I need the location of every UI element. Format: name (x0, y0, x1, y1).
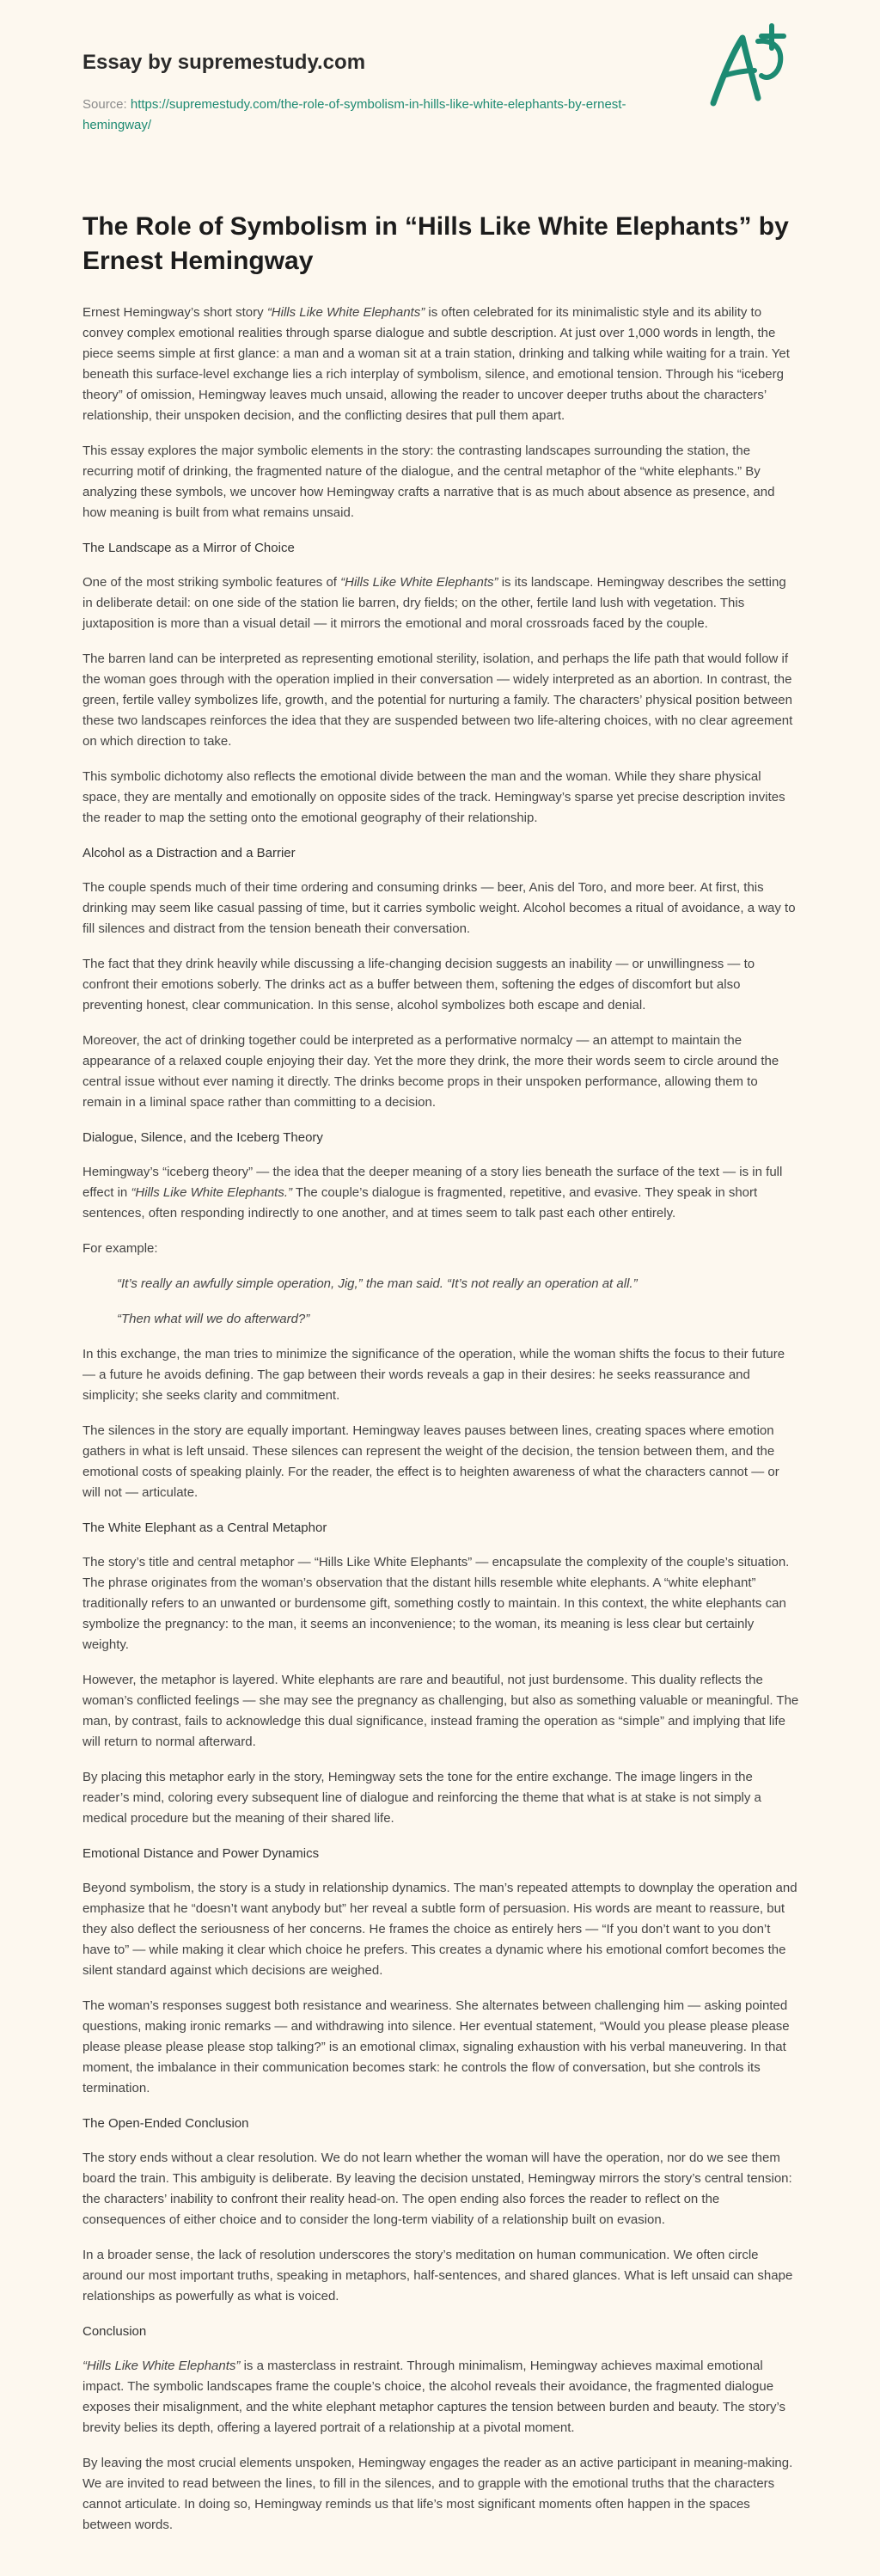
essay-article (82, 210, 799, 2550)
paragraph-alcohol-1: The couple spends much of their time ordering and consuming drinks — beer, Anis del Toro, and more beer. At first, this drinking may seem like casual passing of time, but it carries symbolic weight. Alcohol becomes a ritual of avoidance, a way to fill silences and distract from the tension beneath their conversation. (82, 880, 796, 936)
story-title-italic: “Hills Like White Elephants” (340, 575, 498, 590)
section-heading-landscape: The Landscape as a Mirror of Choice (82, 541, 295, 555)
paragraph-alcohol-2: The fact that they drink heavily while discussing a life-changing decision suggests an inability — or unwillingness — to confront their emotions soberly. The drinks act as a buffer between them, softening the edges of discomfort but also preventing honest, clear communication. In this sense, alcohol symbolizes both escape and denial. (82, 957, 755, 1013)
paragraph-intro-text-b: is often celebrated for its minimalistic style and its ability to convey complex emotional realities through sparse dialogue and subtle description. At just over 1,000 words in length, the piece seems simple at first glance: a man and a woman sit at a train station, drinking and talking while waiting for a train. Yet beneath this surface-level exchange lies a rich interplay of symbolism, silence, and emotional tension. Through his “iceberg theory” of omission, Hemingway leaves much unsaid, allowing the reader to uncover deeper truths about the characters’ relationship, their unspoken decision, and the conflicting desires that pull them apart. (82, 305, 790, 423)
a-plus-logo-icon-svg (701, 19, 798, 113)
paragraph-open-1: The story ends without a clear resolution. We do not learn whether the woman will have the operation, nor do we see them board the train. This ambiguity is deliberate. By leaving the decision unstated, Hemingway mirrors the story’s central tension: the characters’ inability to confront their reality head-on. The open ending also forces the reader to reflect on the consequences of either choice and to consider the long-term viability of a relationship built on evasion. (82, 2151, 792, 2227)
paragraph-open-2: In a broader sense, the lack of resolution underscores the story’s meditation on human communication. We often circle around our most important truths, speaking in metaphors, half-sentences, and shared glances. What is left unsaid can shape relationships as powerfully as what is voiced. (82, 2248, 793, 2304)
section-heading-conclusion: Conclusion (82, 2324, 147, 2339)
paragraph-conclusion-1-text-b: is a masterclass in restraint. Through minimalism, Hemingway achieves maximal emotional impact. The symbolic landscapes frame the couple’s choice, the alcohol reveals their avoidance, the fragmented dialogue exposes their misalignment, and the white elephant metaphor captures the tension between burden and beauty. The story’s brevity belies its depth, offering a layered portrait of a relationship at a pivotal moment. (82, 2359, 786, 2435)
site-header (82, 50, 804, 144)
story-title-italic: “Hills Like White Elephants.” (131, 1185, 293, 1200)
paragraph-elephant-3: By placing this metaphor early in the story, Hemingway sets the tone for the entire exchange. The image lingers in the reader’s mind, coloring every subsequent line of dialogue and reinforcing the theme that what is at stake is not simply a medical procedure but the meaning of their shared life. (82, 1770, 761, 1826)
paragraph-landscape-1 (82, 572, 799, 634)
source-line (82, 95, 641, 136)
a-plus-logo-icon (701, 19, 798, 113)
paragraph-dialogue-1 (82, 1162, 799, 1224)
paragraph-landscape-1-text-b: is its landscape. Hemingway describes the setting in deliberate detail: on one side of the station lie barren, dry fields; on the other, fertile land lush with vegetation. This juxtaposition is more than a visual detail — it mirrors the emotional and moral crossroads faced by the couple. (82, 575, 786, 631)
source-label: Source: (82, 97, 131, 112)
paragraph-dialogue-2: In this exchange, the man tries to minimize the significance of the operation, while the woman shifts the focus to their future — a future he avoids defining. The gap between their words reveals a gap in their desires: he seeks reassurance and simplicity; she seeks clarity and commitment. (82, 1347, 785, 1403)
source-link[interactable]: https://supremestudy.com/the-role-of-symbolism-in-hills-like-white-elephants-by-ernest-hemingway/ (82, 97, 626, 132)
section-heading-dialogue: Dialogue, Silence, and the Iceberg Theory (82, 1130, 323, 1145)
paragraph-landscape-1-text-a: One of the most striking symbolic features of (82, 575, 341, 590)
paragraph-conclusion-2: By leaving the most crucial elements unspoken, Hemingway engages the reader as an active participant in meaning-making. We are invited to read between the lines, to fill in the silences, and to grapple with the emotional truths that the characters cannot articulate. In doing so, Hemingway reminds us that life’s most significant moments often happen in the spaces between words. (82, 2456, 793, 2532)
quote-man: “It’s really an awfully simple operation, Jig,” the man said. “It’s not really an operation at all.” (117, 1276, 638, 1291)
paragraph-dialogue-3: The silences in the story are equally important. Hemingway leaves pauses between lines, creating spaces where emotion gathers in what is left unsaid. These silences can represent the weight of the decision, the tension between them, and the emotional costs of speaking plainly. For the reader, the effect is to heighten awareness of what the characters cannot — or will not — articulate. (82, 1423, 779, 1500)
paragraph-landscape-3: This symbolic dichotomy also reflects the emotional divide between the man and the woman. While they share physical space, they are mentally and emotionally on opposite sides of the track. Hemingway’s sparse yet precise description invites the reader to map the setting onto the emotional geography of their relationship. (82, 769, 785, 825)
site-header-title: Essay by supremestudy.com (82, 51, 366, 74)
paragraph-distance-2: The woman’s responses suggest both resistance and weariness. She alternates between challenging him — asking pointed questions, making ironic remarks — and withdrawing into silence. Her eventual statement, “Would you please please please please please please please stop talking?” is an emotional climax, signaling exhaustion with his verbal maneuvering. In that moment, the imbalance in their communication becomes stark: he controls the flow of conversation, but she controls its termination. (82, 1998, 790, 2096)
story-title-italic: “Hills Like White Elephants” (266, 305, 425, 320)
quote-woman: “Then what will we do afterward?” (117, 1312, 310, 1326)
section-heading-white-elephant: The White Elephant as a Central Metaphor (82, 1521, 327, 1535)
section-heading-distance: Emotional Distance and Power Dynamics (82, 1846, 320, 1861)
paragraph-example-intro: For example: (82, 1241, 158, 1256)
essay-title: The Role of Symbolism in “Hills Like White Elephants” by Ernest Hemingway (82, 212, 789, 275)
paragraph-dialogue-1-text-a: Hemingway’s “iceberg theory” — the idea that the deeper meaning of a story lies beneath the surface of the text — is in full effect in (82, 1165, 783, 1200)
paragraph-alcohol-3: Moreover, the act of drinking together could be interpreted as a performative normalcy — an attempt to maintain the appearance of a relaxed couple enjoying their day. Yet the more they drink, the more their words seem to circle around the central issue without ever naming it directly. The drinks become props in their unspoken performance, allowing them to remain in a liminal space rather than committing to a decision. (82, 1033, 779, 1110)
paragraph-distance-1: Beyond symbolism, the story is a study in relationship dynamics. The man’s repeated attempts to downplay the operation and emphasize that he “doesn’t want anybody but” her reveal a subtle form of persuasion. His words are meant to reassure, but they also deflect the seriousness of her concerns. He frames the choice as entirely hers — “If you don’t want to you don’t have to” — while making it clear which choice he prefers. This creates a dynamic where his emotional comfort becomes the silent standard against which decisions are weighed. (82, 1881, 798, 1978)
paragraph-elephant-1: The story’s title and central metaphor — “Hills Like White Elephants” — encapsulate the complexity of the couple’s situation. The phrase originates from the woman’s observation that the distant hills resemble white elephants. A “white elephant” traditionally refers to an unwanted or burdensome gift, something costly to maintain. In this context, the white elephants can symbolize the pregnancy: to the man, it seems an inconvenience; to the woman, its meaning is less clear but certainly weighty. (82, 1555, 790, 1652)
paragraph-intro (82, 303, 799, 426)
paragraph-landscape-2: The barren land can be interpreted as representing emotional sterility, isolation, and perhaps the life path that would follow if the woman goes through with the operation implied in their conversation — widely interpreted as an abortion. In contrast, the green, fertile valley symbolizes life, growth, and the potential for nurturing a family. The characters’ physical position between these two landscapes reinforces the idea that they are suspended between two life-altering choices, with no clear agreement on which direction to take. (82, 652, 793, 749)
paragraph-elephant-2: However, the metaphor is layered. White elephants are rare and beautiful, not just burdensome. This duality reflects the woman’s conflicted feelings — she may see the pregnancy as challenging, but also as something valuable or meaningful. The man, by contrast, fails to acknowledge this dual significance, instead framing the operation as “simple” and implying that life will return to normal afterward. (82, 1673, 799, 1749)
paragraph-dialogue-1-text-b: The couple’s dialogue is fragmented, repetitive, and evasive. They speak in short sentences, often responding indirectly to one another, and at times seem to talk past each other entirely. (82, 1185, 758, 1221)
section-heading-alcohol: Alcohol as a Distraction and a Barrier (82, 846, 296, 860)
story-title-italic: “Hills Like White Elephants” (82, 2359, 241, 2373)
section-heading-open-ending: The Open-Ended Conclusion (82, 2116, 249, 2131)
paragraph-conclusion-1 (82, 2356, 799, 2438)
paragraph-intro-text-a: Ernest Hemingway’s short story (82, 305, 267, 320)
paragraph-overview: This essay explores the major symbolic elements in the story: the contrasting landscapes surrounding the station, the recurring motif of drinking, the fragmented nature of the dialogue, and the central metaphor of the “white elephants.” By analyzing these symbols, we uncover how Hemingway crafts a narrative that is as much about absence as presence, and how meaning is built from what remains unsaid. (82, 444, 775, 520)
